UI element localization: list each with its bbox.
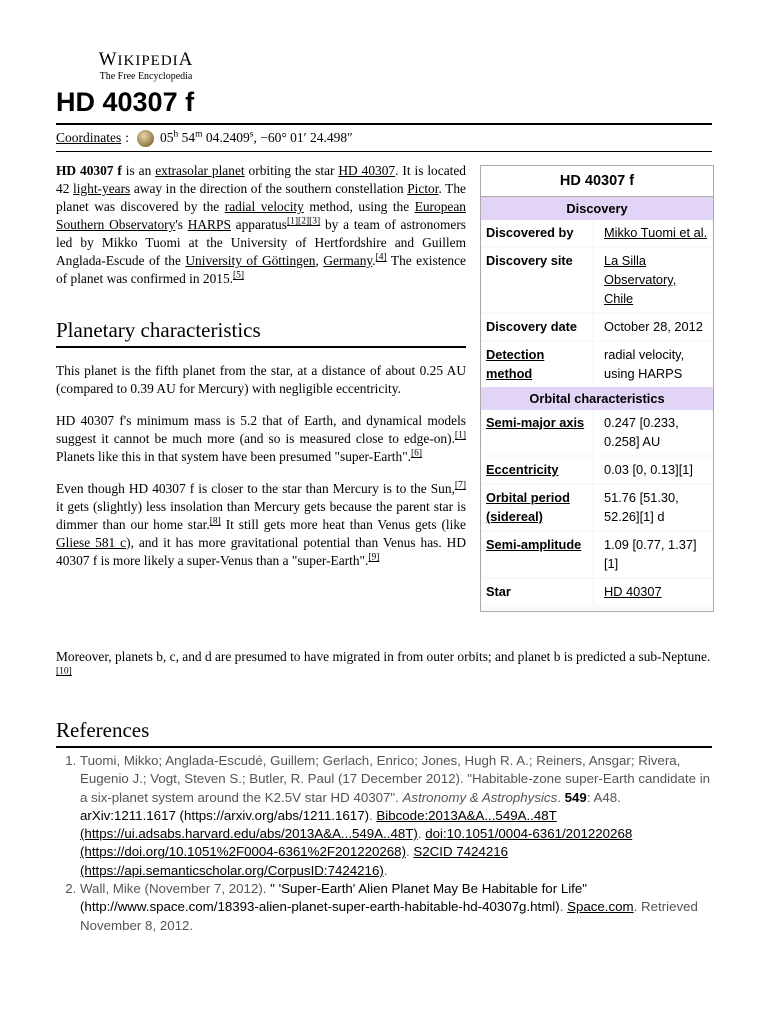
citation-4[interactable]: [4] — [375, 252, 387, 263]
title-divider — [56, 123, 712, 125]
infobox-row — [482, 340, 712, 387]
infobox-value: radial velocity, using HARPS — [594, 342, 712, 386]
link-radial-velocity[interactable]: radial velocity — [224, 199, 304, 214]
link-gliese-581c[interactable]: Gliese 581 c — [56, 535, 127, 550]
link-harps[interactable]: HARPS — [187, 217, 231, 232]
article-body — [56, 162, 466, 584]
citation-1-2-3[interactable]: [1][2][3] — [286, 216, 321, 227]
citation-10[interactable]: [10] — [56, 666, 72, 677]
s2cid-link[interactable]: S2CID 7424216 (https://api.semanticscholar.org/CorpusID:7424216) — [80, 844, 509, 878]
infobox-key[interactable]: Eccentricity — [482, 457, 594, 482]
link-germany[interactable]: Germany — [323, 253, 373, 268]
link-extrasolar-planet[interactable]: extrasolar planet — [155, 163, 245, 178]
article-link[interactable]: " 'Super-Earth' Alien Planet May Be Habitable for Life" (http://www.space.com/18393-alien-planet-super-earth-habitable-hd-40307g.html) — [80, 881, 587, 915]
citation-7[interactable]: [7] — [454, 480, 466, 491]
logo-wordmark: WIKIPEDIA — [98, 49, 194, 70]
infobox-value: 0.247 [0.233, 0.258] AU — [594, 410, 712, 454]
link-light-years[interactable]: light-years — [72, 181, 131, 196]
infobox-row — [482, 530, 712, 577]
infobox-key: Star — [482, 579, 594, 604]
reference-item: 1. Tuomi, Mikko; Anglada-Escudé, Guillem; Gerlach, Enrico; Jones, Hugh R. A.; Reiners, Ansgar; Rivera, Eugenio J.; Vogt, Steven S.; Butler, R. Paul (17 December 2012). "Habitable-zone super-Earth candidate in a six-planet system around the K2.5V star HD 40307". Astronomy & Astrophysics. 549: A48. arXiv:1211.1617 (https://arxiv.org/abs/1211.1617). Bibcode:2013A&A...549A..48T (https://ui.adsabs.harvard.edu/abs/2013A&A...549A..48T). doi:10.1051/0004-6361/201220268 (https://doi.org/10.1051%2F0004-6361%2F201220268). S2CID 7424216 (https://api.semanticscholar.org/CorpusID:7424216). — [80, 752, 712, 880]
infobox-key[interactable]: Detection method — [482, 342, 594, 386]
infobox-row — [482, 455, 712, 483]
citation-6[interactable]: [6] — [411, 448, 423, 459]
infobox-value: October 28, 2012 — [594, 314, 712, 339]
reference-item: 2. Wall, Mike (November 7, 2012). " 'Super-Earth' Alien Planet May Be Habitable for Life" (http://www.space.com/18393-alien-planet-super-earth-habitable-hd-40307g.html). Space.com. Retrieved November 8, 2012. — [80, 880, 712, 935]
infobox-key: Discovery site — [482, 248, 594, 311]
infobox-row — [482, 577, 712, 605]
citation-1[interactable]: [1] — [454, 430, 466, 441]
link-university-gottingen[interactable]: University of Göttingen — [185, 253, 316, 268]
citation-5[interactable]: [5] — [233, 270, 245, 281]
infobox-key: Discovered by — [482, 220, 594, 245]
coordinates-divider — [56, 151, 712, 152]
link-hd-40307[interactable]: HD 40307 — [338, 163, 396, 178]
coordinates-value[interactable]: 05$^h$ 54$^m$ $04.2409^s$, −60° 01′ 24.498″ — [160, 129, 353, 145]
infobox — [480, 165, 714, 612]
paragraph-insolation: Even though HD 40307 f is closer to the star than Mercury is to the Sun,[7] it gets (slightly) less insolation than Mercury gets because the parent star is dimmer than our home star.[8] It still gets more heat than Venus gets (like Gliese 581 c), and it has more gravitational potential than Venus has. HD 40307 f is more likely a super-Venus than a "super-Earth".[9] — [56, 480, 466, 568]
infobox-header-discovery: Discovery — [481, 197, 713, 220]
infobox-key[interactable]: Orbital period (sidereal) — [482, 485, 594, 529]
infobox-title: HD 40307 f — [481, 166, 713, 197]
infobox-value: La Silla Observatory, Chile — [594, 248, 712, 311]
globe-icon[interactable] — [137, 130, 154, 147]
coordinates-label[interactable]: Coordinates — [56, 130, 122, 145]
infobox-row — [482, 312, 712, 340]
paragraph-distance: This planet is the fifth planet from the star, at a distance of about 0.25 AU (compared to 0.39 AU for Mercury) with negligible eccentricity. — [56, 363, 466, 396]
coordinates-line: Coordinates : 05$^h$ 54$^m$ $04.2409^s$, −60° 01′ 24.498″ — [56, 127, 353, 149]
bibcode-link[interactable]: Bibcode:2013A&A...549A..48T (https://ui.adsabs.harvard.edu/abs/2013A&A...549A..48T) — [80, 807, 557, 842]
link-eso[interactable]: European Southern Observatory — [56, 199, 466, 232]
page-title: HD 40307 f — [56, 87, 195, 117]
section-heading-planetary: Planetary characteristics — [56, 316, 466, 348]
infobox-key[interactable]: Semi-major axis — [482, 410, 594, 454]
infobox-row — [482, 410, 712, 455]
infobox-row — [482, 246, 712, 312]
wikipedia-logo[interactable] — [76, 50, 216, 83]
infobox-header-orbital: Orbital characteristics — [481, 387, 713, 410]
infobox-value: Mikko Tuomi et al. — [594, 220, 712, 245]
section-heading-references: References — [56, 716, 712, 748]
references-list — [56, 752, 712, 935]
infobox-value: HD 40307 — [594, 579, 712, 604]
infobox-value: 1.09 [0.77, 1.37][1] — [594, 532, 712, 576]
paragraph-mass: HD 40307 f's minimum mass is 5.2 that of Earth, and dynamical models suggest it cannot be much more (and so is measured close to edge-on).[1] Planets like this in that system have been presumed "super-Earth".[6] — [56, 413, 466, 464]
infobox-value: 0.03 [0, 0.13][1] — [594, 457, 712, 482]
publisher-link[interactable]: Space.com — [567, 899, 634, 915]
infobox-key: Discovery date — [482, 314, 594, 339]
intro-paragraph: HD 40307 f is an extrasolar planet orbiting the star HD 40307. It is located 42 light-years away in the direction of the southern constellation Pictor. The planet was discovered by the radial velocity method, using the European Southern Observatory's HARPS apparatus[1][2][3] by a team of astronomers led by Mikko Tuomi at the University of Hertfordshire and Guillem Anglada-Escude of the University of Göttingen, Germany.[4] The existence of planet was confirmed in 2015.[5] — [56, 163, 467, 286]
citation-9[interactable]: [9] — [368, 552, 380, 563]
paragraph-migration: Moreover, planets b, c, and d are presumed to have migrated in from outer orbits; and planet b is predicted a sub-Neptune.[10] — [56, 649, 711, 677]
infobox-value: 51.76 [51.30, 52.26][1] d — [594, 485, 712, 529]
infobox-key[interactable]: Semi-amplitude — [482, 532, 594, 576]
citation-8[interactable]: [8] — [209, 516, 221, 527]
logo-tagline: The Free Encyclopedia — [99, 71, 193, 82]
infobox-row — [482, 483, 712, 530]
infobox-row — [482, 220, 712, 246]
doi-link[interactable]: doi:10.1051/0004-6361/201220268 (https://doi.org/10.1051%2F0004-6361%2F201220268) — [80, 826, 633, 860]
link-pictor[interactable]: Pictor — [407, 181, 439, 196]
arxiv-link[interactable]: arXiv:1211.1617 (https://arxiv.org/abs/1211.1617) — [80, 807, 370, 823]
